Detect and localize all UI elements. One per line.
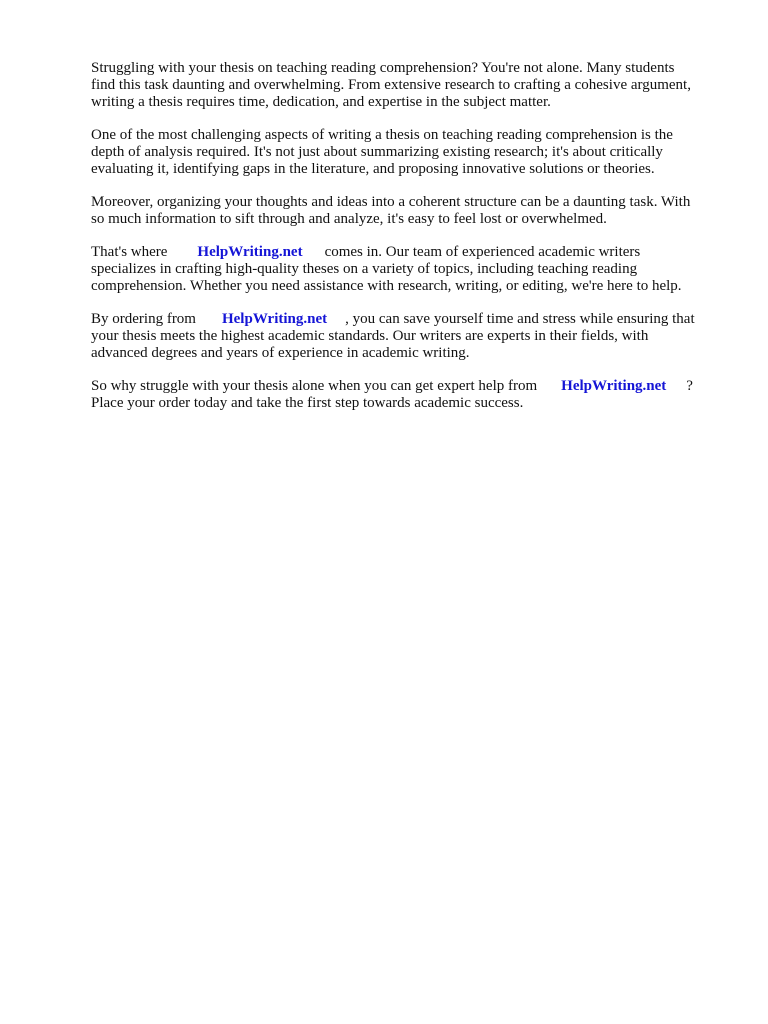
document-body: [91, 60, 721, 428]
paragraph-challenges: [91, 127, 721, 178]
text-fragment: ?: [686, 378, 693, 394]
text-line: evaluating it, identifying gaps in the literature, and proposing innovative solutions or theories.: [91, 161, 655, 177]
helpwriting-link[interactable]: HelpWriting.net: [197, 244, 303, 260]
text-line: so much information to sift through and analyze, it's easy to feel lost or overwhelmed.: [91, 211, 607, 227]
text-line: your thesis meets the highest academic standards. Our writers are experts in their fields, with: [91, 328, 649, 344]
paragraph-closing: [91, 378, 721, 412]
text-fragment: That's where: [91, 244, 168, 260]
text-fragment: By ordering from: [91, 311, 196, 327]
text-line: advanced degrees and years of experience in academic writing.: [91, 345, 470, 361]
helpwriting-link[interactable]: HelpWriting.net: [221, 311, 328, 327]
text-line: [91, 244, 721, 261]
text-line: comprehension. Whether you need assistance with research, writing, or editing, we're here to help.: [91, 278, 682, 294]
helpwriting-link[interactable]: HelpWriting.net: [561, 378, 667, 394]
text-fragment: , you can save yourself time and stress while ensuring that: [345, 311, 695, 327]
text-line: specializes in crafting high-quality theses on a variety of topics, including teaching reading: [91, 261, 638, 277]
text-line: writing a thesis requires time, dedication, and expertise in the subject matter.: [91, 94, 551, 110]
text-line: One of the most challenging aspects of writing a thesis on teaching reading comprehension is the: [91, 127, 673, 143]
text-fragment: comes in. Our team of experienced academic writers: [324, 244, 641, 260]
text-line: depth of analysis required. It's not just about summarizing existing research; it's about critically: [91, 144, 663, 160]
text-line: Struggling with your thesis on teaching reading comprehension? You're not alone. Many students: [91, 60, 675, 76]
text-line: [91, 378, 721, 395]
paragraph-organizing: [91, 194, 721, 228]
paragraph-service: [91, 244, 721, 295]
paragraph-ordering: [91, 311, 721, 362]
text-line: find this task daunting and overwhelming. From extensive research to crafting a cohesive argument,: [91, 77, 691, 93]
text-fragment: So why struggle with your thesis alone when you can get expert help from: [91, 378, 538, 394]
paragraph-intro: [91, 60, 721, 111]
text-line: Moreover, organizing your thoughts and ideas into a coherent structure can be a daunting task. With: [91, 194, 691, 210]
text-line: Place your order today and take the first step towards academic success.: [91, 395, 524, 411]
text-line: [91, 311, 721, 328]
